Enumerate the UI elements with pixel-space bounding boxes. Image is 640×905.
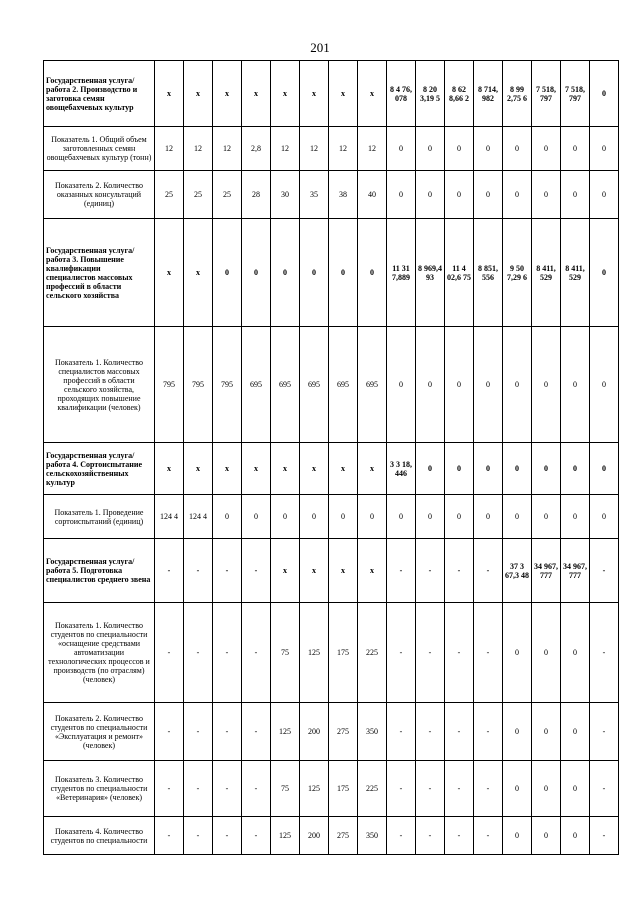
row-label: Показатель 1. Общий объем заготовленных семян овощебахчевых культур (тонн): [44, 127, 155, 171]
table-cell: 0: [474, 443, 503, 495]
table-cell: 0: [474, 327, 503, 443]
table-cell: 0: [416, 495, 445, 539]
table-cell: x: [271, 61, 300, 127]
table-cell: -: [590, 603, 619, 703]
table-cell: -: [242, 603, 271, 703]
table-cell: 0: [445, 443, 474, 495]
service-row: [44, 539, 619, 603]
table-cell: -: [387, 703, 416, 761]
table-cell: -: [155, 761, 184, 817]
table-cell: -: [416, 703, 445, 761]
table-cell: -: [474, 603, 503, 703]
table-cell: -: [242, 703, 271, 761]
table-cell: 0: [445, 171, 474, 219]
table-cell: 225: [358, 761, 387, 817]
row-label: Показатель 4. Количество студентов по специальности: [44, 817, 155, 855]
service-row: [44, 219, 619, 327]
row-label: Государственная услуга/работа 3. Повышение квалификации специалистов массовых профессий в области сельского хозяйства: [44, 219, 155, 327]
table-cell: 0: [416, 171, 445, 219]
table-cell: 0: [416, 327, 445, 443]
table-cell: 0: [300, 495, 329, 539]
table-cell: 125: [271, 703, 300, 761]
table-cell: -: [590, 817, 619, 855]
table-cell: 175: [329, 603, 358, 703]
table-cell: 3 3 18, 446: [387, 443, 416, 495]
table-cell: x: [329, 539, 358, 603]
table-cell: -: [445, 703, 474, 761]
table-cell: 0: [242, 495, 271, 539]
indicator-row: [44, 327, 619, 443]
table-cell: -: [213, 761, 242, 817]
table-cell: 350: [358, 817, 387, 855]
table-cell: 12: [184, 127, 213, 171]
table-cell: 0: [474, 495, 503, 539]
table-cell: 0: [503, 443, 532, 495]
table-cell: 225: [358, 603, 387, 703]
table-cell: 8 411, 529: [532, 219, 561, 327]
table-cell: -: [213, 817, 242, 855]
table-cell: 0: [474, 171, 503, 219]
table-cell: x: [155, 61, 184, 127]
table-cell: -: [387, 603, 416, 703]
table-cell: x: [184, 443, 213, 495]
budget-table: [43, 60, 619, 855]
table-cell: 11 4 02,6 75: [445, 219, 474, 327]
table-cell: 12: [271, 127, 300, 171]
table-cell: -: [242, 539, 271, 603]
table-cell: 35: [300, 171, 329, 219]
table-cell: x: [242, 443, 271, 495]
table-cell: -: [155, 703, 184, 761]
table-cell: 12: [358, 127, 387, 171]
table-cell: 25: [155, 171, 184, 219]
table-cell: 8 99 2,75 6: [503, 61, 532, 127]
table-cell: 25: [213, 171, 242, 219]
row-label: Показатель 1. Количество студентов по специальности «оснащение средствами автоматизации технологических процессов и производств (по отраслям) (человек): [44, 603, 155, 703]
table-cell: 8 851, 556: [474, 219, 503, 327]
service-row: [44, 61, 619, 127]
table-cell: -: [590, 761, 619, 817]
table-cell: 9 50 7,29 6: [503, 219, 532, 327]
table-cell: 200: [300, 703, 329, 761]
table-cell: -: [387, 539, 416, 603]
table-cell: -: [445, 539, 474, 603]
table-cell: -: [213, 603, 242, 703]
table-cell: -: [474, 703, 503, 761]
row-label: Государственная услуга/работа 4. Сортоиспытание сельскохозяйственных культур: [44, 443, 155, 495]
table-cell: -: [213, 539, 242, 603]
table-cell: 38: [329, 171, 358, 219]
table-cell: 0: [387, 171, 416, 219]
table-cell: 2,8: [242, 127, 271, 171]
table-cell: -: [155, 603, 184, 703]
table-cell: -: [416, 603, 445, 703]
table-cell: x: [329, 61, 358, 127]
table-cell: 0: [329, 219, 358, 327]
table-cell: 0: [590, 171, 619, 219]
table-cell: 0: [416, 443, 445, 495]
table-cell: -: [213, 703, 242, 761]
table-cell: 0: [445, 327, 474, 443]
table-cell: 0: [503, 171, 532, 219]
table-cell: 0: [590, 327, 619, 443]
table-cell: -: [445, 603, 474, 703]
table-cell: 695: [329, 327, 358, 443]
table-cell: 795: [213, 327, 242, 443]
table-cell: 7 518, 797: [532, 61, 561, 127]
table-cell: 0: [532, 443, 561, 495]
table-cell: 75: [271, 603, 300, 703]
table-cell: 0: [474, 127, 503, 171]
table-cell: 0: [532, 327, 561, 443]
table-cell: 125: [300, 603, 329, 703]
table-cell: 0: [358, 219, 387, 327]
table-cell: 8 20 3,19 5: [416, 61, 445, 127]
table-cell: x: [213, 443, 242, 495]
table-cell: 350: [358, 703, 387, 761]
table-cell: 40: [358, 171, 387, 219]
table-cell: x: [358, 539, 387, 603]
row-label: Государственная услуга/работа 2. Производство и заготовка семян овощебахчевых культур: [44, 61, 155, 127]
table-cell: 795: [155, 327, 184, 443]
row-label: Государственная услуга/работа 5. Подготовка специалистов среднего звена: [44, 539, 155, 603]
table-cell: 12: [155, 127, 184, 171]
indicator-row: [44, 817, 619, 855]
table-cell: x: [300, 443, 329, 495]
table-cell: 8 4 76, 078: [387, 61, 416, 127]
indicator-row: [44, 127, 619, 171]
table-cell: -: [590, 539, 619, 603]
table-cell: 0: [213, 219, 242, 327]
row-label: Показатель 2. Количество студентов по специальности «Эксплуатация и ремонт» (человек): [44, 703, 155, 761]
table-cell: x: [155, 219, 184, 327]
table-cell: 0: [590, 495, 619, 539]
table-cell: 8 411, 529: [561, 219, 590, 327]
table-cell: -: [184, 539, 213, 603]
table-cell: 0: [532, 761, 561, 817]
table-cell: x: [329, 443, 358, 495]
table-cell: 0: [561, 603, 590, 703]
table-cell: x: [271, 539, 300, 603]
table-cell: 28: [242, 171, 271, 219]
table-cell: 0: [532, 171, 561, 219]
table-cell: 0: [416, 127, 445, 171]
table-cell: x: [358, 61, 387, 127]
table-cell: 0: [561, 443, 590, 495]
table-cell: 75: [271, 761, 300, 817]
table-cell: -: [416, 817, 445, 855]
table-cell: -: [474, 539, 503, 603]
table-cell: 0: [387, 127, 416, 171]
table-cell: -: [242, 817, 271, 855]
table-cell: -: [387, 761, 416, 817]
table-cell: 0: [561, 495, 590, 539]
table-cell: x: [184, 61, 213, 127]
table-cell: -: [155, 817, 184, 855]
table-cell: x: [213, 61, 242, 127]
table-cell: 0: [532, 603, 561, 703]
table-cell: x: [358, 443, 387, 495]
table-cell: -: [184, 817, 213, 855]
table-cell: 0: [532, 817, 561, 855]
table-cell: 0: [329, 495, 358, 539]
table-cell: 0: [561, 327, 590, 443]
table-cell: 0: [213, 495, 242, 539]
table-cell: 0: [561, 761, 590, 817]
table-cell: 0: [532, 495, 561, 539]
table-cell: -: [416, 761, 445, 817]
table-cell: 8 714, 982: [474, 61, 503, 127]
table-cell: 0: [445, 127, 474, 171]
table-cell: -: [445, 817, 474, 855]
table-cell: 0: [503, 127, 532, 171]
table-cell: -: [416, 539, 445, 603]
table-cell: 12: [213, 127, 242, 171]
row-label: Показатель 1. Количество специалистов массовых профессий в области сельского хозяйства, проходящих повышение квалификации (человек): [44, 327, 155, 443]
table-cell: 34 967, 777: [561, 539, 590, 603]
table-cell: 0: [503, 603, 532, 703]
table-cell: 0: [503, 703, 532, 761]
table-cell: 200: [300, 817, 329, 855]
row-label: Показатель 2. Количество оказанных консультаций (единиц): [44, 171, 155, 219]
table-cell: 0: [445, 495, 474, 539]
table-cell: 37 3 67,3 48: [503, 539, 532, 603]
row-label: Показатель 1. Проведение сортоиспытаний (единиц): [44, 495, 155, 539]
table-cell: 12: [329, 127, 358, 171]
table-cell: x: [242, 61, 271, 127]
table-cell: -: [184, 703, 213, 761]
table-cell: -: [474, 817, 503, 855]
table-cell: 0: [561, 127, 590, 171]
table-cell: 695: [271, 327, 300, 443]
table-cell: 0: [590, 61, 619, 127]
table-cell: 695: [242, 327, 271, 443]
table-cell: 0: [242, 219, 271, 327]
table-cell: 0: [590, 127, 619, 171]
table-cell: 12: [300, 127, 329, 171]
indicator-row: [44, 703, 619, 761]
table-cell: 0: [503, 761, 532, 817]
table-cell: 275: [329, 703, 358, 761]
table-cell: 695: [358, 327, 387, 443]
table-cell: 8 969,4 93: [416, 219, 445, 327]
table-cell: x: [184, 219, 213, 327]
table-cell: -: [387, 817, 416, 855]
table-cell: 34 967, 777: [532, 539, 561, 603]
indicator-row: [44, 603, 619, 703]
table-cell: 124 4: [184, 495, 213, 539]
table-cell: 0: [561, 171, 590, 219]
table-cell: 30: [271, 171, 300, 219]
table-cell: 0: [271, 219, 300, 327]
table-cell: 0: [503, 817, 532, 855]
table-cell: 175: [329, 761, 358, 817]
page-number: 201: [310, 40, 330, 55]
table-cell: 7 518, 797: [561, 61, 590, 127]
table-cell: -: [590, 703, 619, 761]
table-cell: 0: [358, 495, 387, 539]
table-cell: 275: [329, 817, 358, 855]
table-cell: 8 62 8,66 2: [445, 61, 474, 127]
table-cell: 0: [532, 703, 561, 761]
table-cell: x: [155, 443, 184, 495]
table-cell: 0: [300, 219, 329, 327]
table-cell: 0: [532, 127, 561, 171]
table-cell: 0: [387, 495, 416, 539]
indicator-row: [44, 171, 619, 219]
table-cell: 11 31 7,889: [387, 219, 416, 327]
table-cell: x: [300, 539, 329, 603]
table-cell: x: [271, 443, 300, 495]
indicator-row: [44, 495, 619, 539]
table-cell: 125: [300, 761, 329, 817]
indicator-row: [44, 761, 619, 817]
table-cell: 695: [300, 327, 329, 443]
table-cell: 0: [590, 443, 619, 495]
table-cell: 25: [184, 171, 213, 219]
table-cell: -: [445, 761, 474, 817]
table-cell: 0: [561, 703, 590, 761]
table-cell: 0: [503, 495, 532, 539]
table-cell: 0: [503, 327, 532, 443]
table-cell: 0: [387, 327, 416, 443]
table-cell: 124 4: [155, 495, 184, 539]
table-cell: -: [155, 539, 184, 603]
table-cell: 0: [590, 219, 619, 327]
table-cell: -: [242, 761, 271, 817]
table-cell: -: [474, 761, 503, 817]
table-cell: -: [184, 761, 213, 817]
service-row: [44, 443, 619, 495]
table-cell: 0: [561, 817, 590, 855]
table-cell: 125: [271, 817, 300, 855]
row-label: Показатель 3. Количество студентов по специальности «Ветеринария» (человек): [44, 761, 155, 817]
table-cell: 0: [271, 495, 300, 539]
table-cell: x: [300, 61, 329, 127]
table-cell: 795: [184, 327, 213, 443]
table-cell: -: [184, 603, 213, 703]
